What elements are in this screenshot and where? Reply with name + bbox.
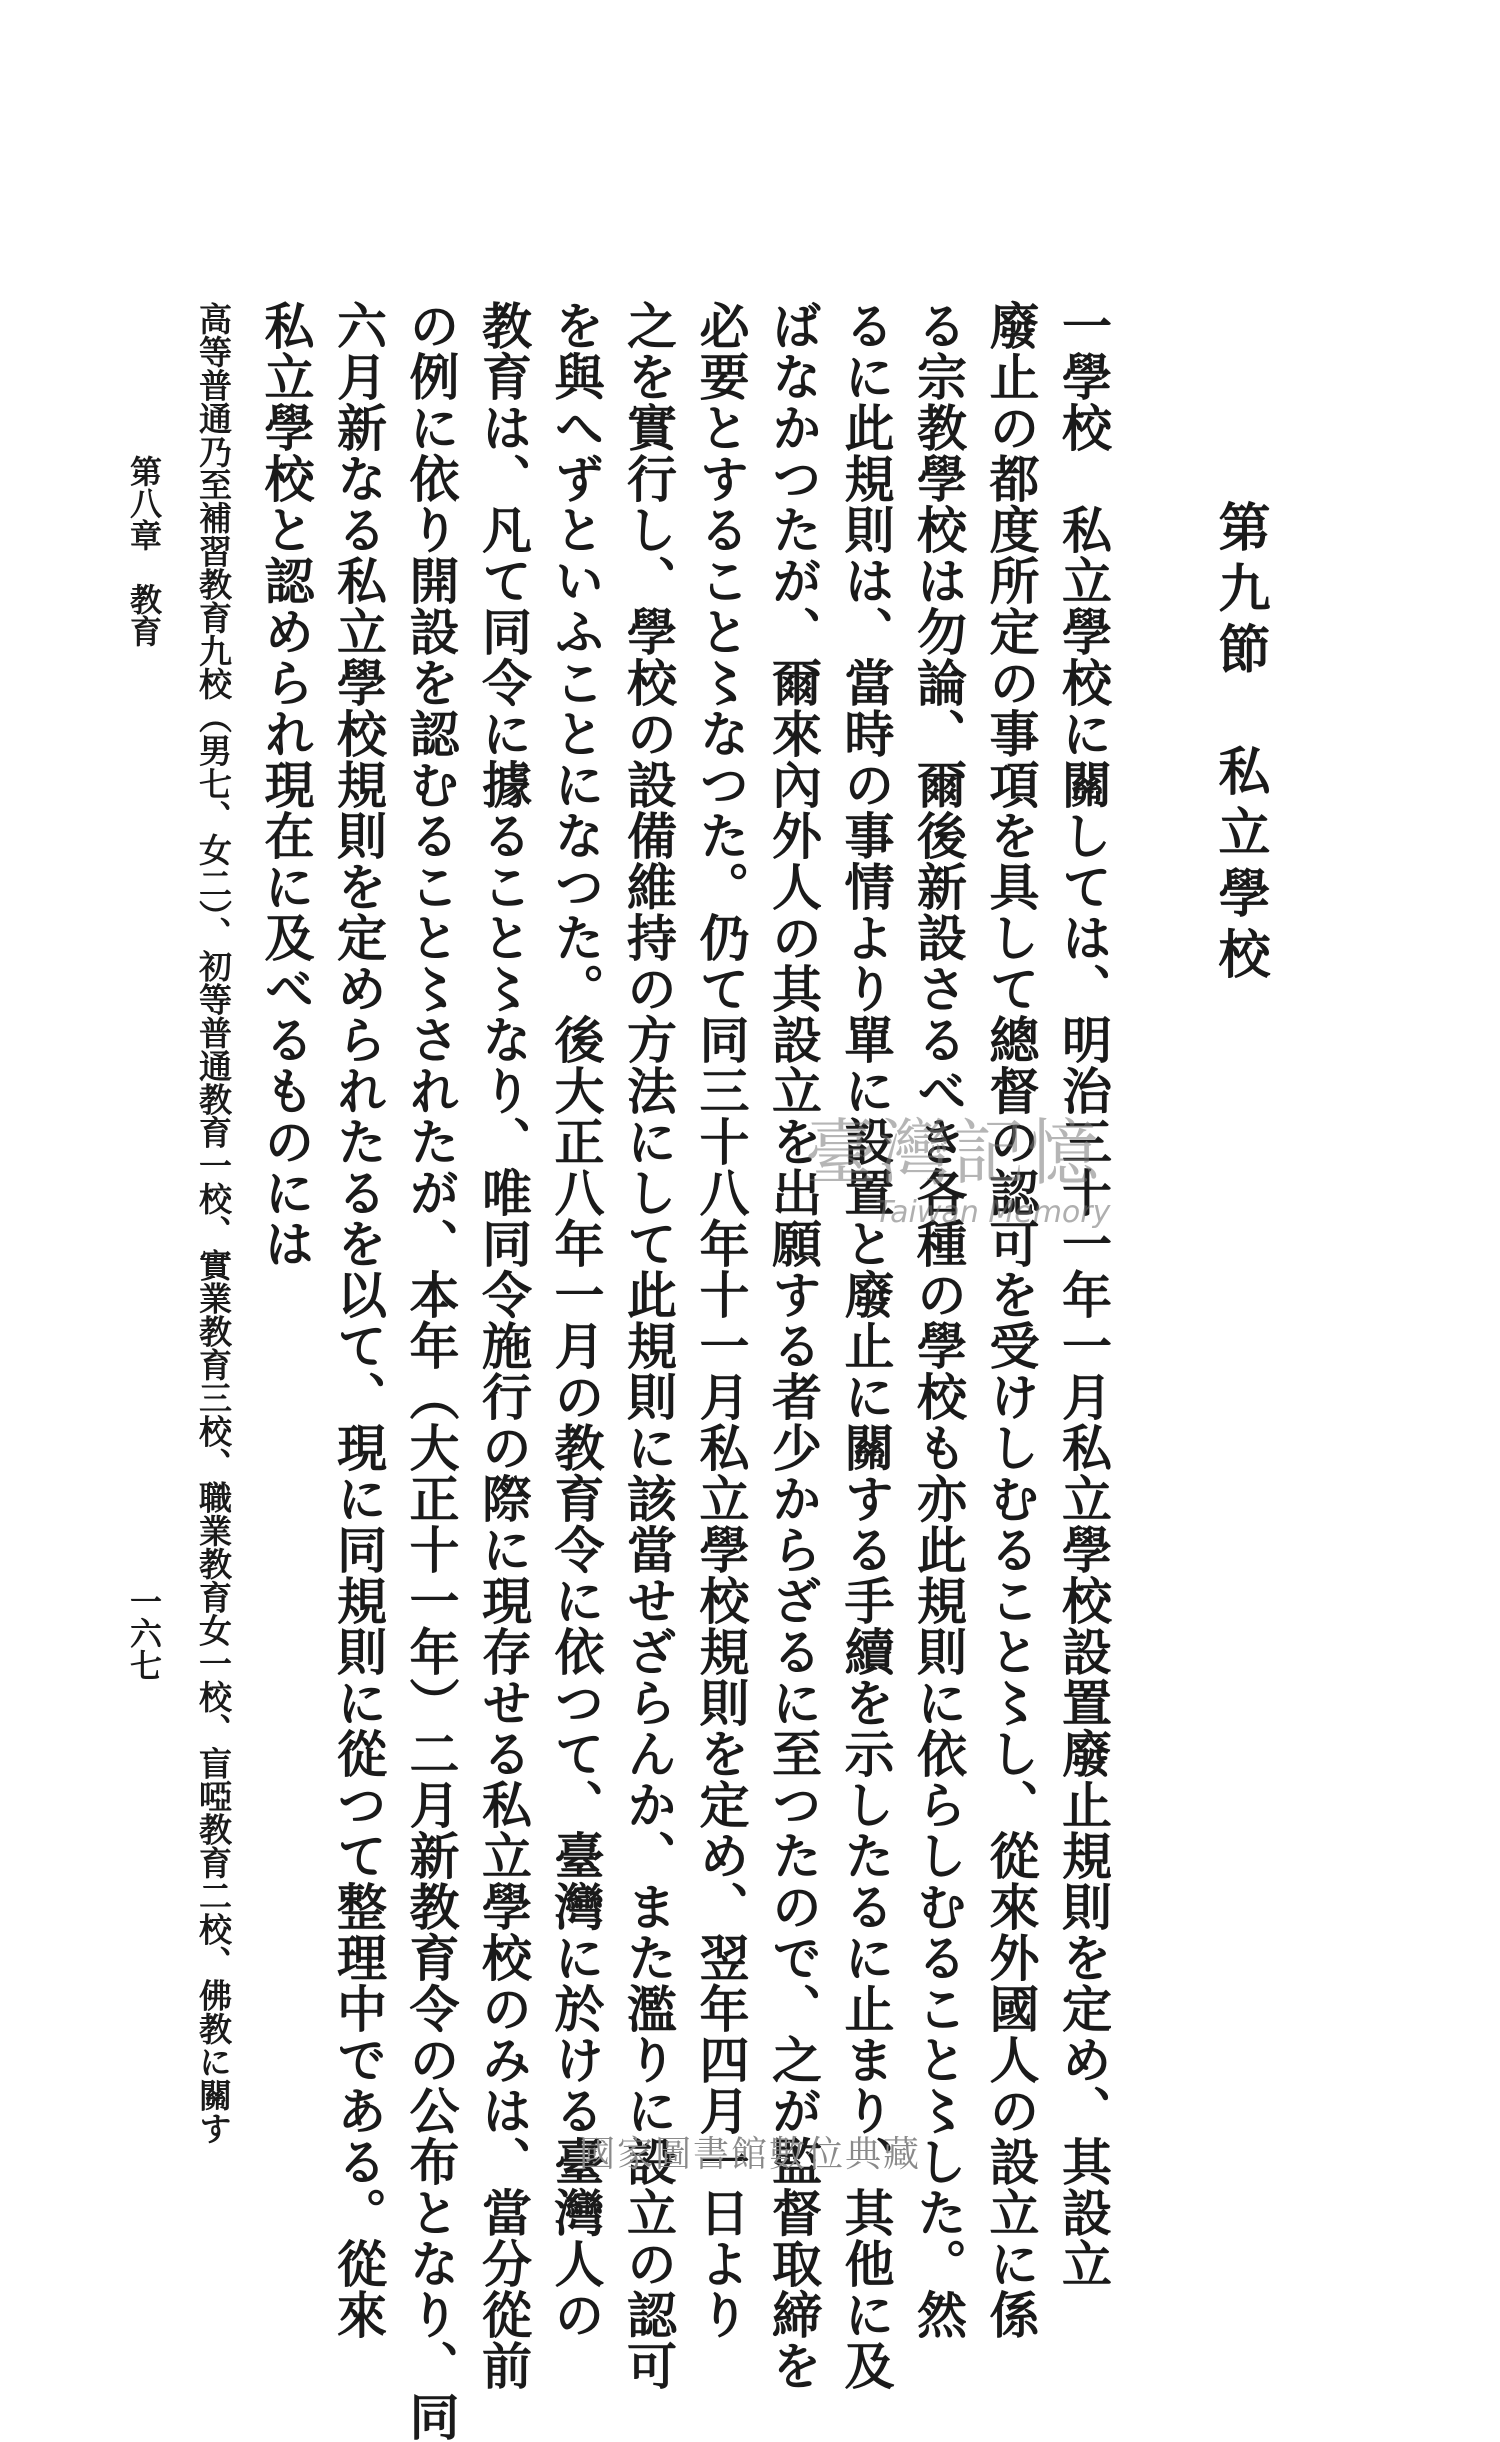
text-column: る宗教學校は勿論、爾後新設さるべき各種の學校も亦此規則に依らしむること〻した。然 xyxy=(909,300,968,2340)
running-footer-chapter: 第八章 教育 xyxy=(125,455,163,647)
text-column: 私立學校と認められ現在に及べるものには xyxy=(256,300,316,1269)
text-column: るに此規則は、當時の事情より單に設置と廢止に關する手續を示したるに止まり、其他に及 xyxy=(836,300,896,2391)
text-column: 六月新なる私立學校規則を定められたるを以て、現に同規則に從つて整理中である。從來 xyxy=(329,300,388,2340)
watermark-chinese: 臺灣記憶 xyxy=(805,1111,1102,1195)
text-column: 必要とすること〻なつた。仍て同三十八年十一月私立學校規則を定め、翌年四月一日より xyxy=(691,300,751,2340)
page-number: 一六七 xyxy=(125,1585,163,1681)
text-column: を與へずといふことになつた。後大正八年一月の教育令に依つて、臺灣に於ける臺灣人の xyxy=(546,300,606,2340)
text-column: の例に依り開設を認むること〻されたが、本年（大正十一年）二月新教育令の公布となり、同 xyxy=(401,300,461,2442)
footnote-column: 高等普通乃至補習教育九校（男七、女二）、初等普通教育一校、實業教育三校、職業教育女一校、盲啞教育二校、佛教に關す xyxy=(194,302,233,2145)
text-column: 一學校 私立學校に關しては、明治三十一年一月私立學校設置廢止規則を定め、其設立 xyxy=(1054,300,1113,2289)
watermark-logo xyxy=(805,1095,1205,1245)
text-column: 教育は、凡て同令に據ること〻なり、唯同令施行の際に現存せる私立學校のみは、當分從前 xyxy=(474,300,533,2391)
watermark-english: Taiwan Memory xyxy=(875,1195,1111,1230)
text-column: 之を實行し、學校の設備維持の方法にして此規則に該當せざらんか、また濫りに設立の認可 xyxy=(619,300,678,2391)
library-credit: 國家圖書館數位典藏 xyxy=(578,2134,921,2175)
section-heading: 第九節 私立學校 xyxy=(1209,500,1269,988)
text-column: 廢止の都度所定の事項を具して總督の認可を受けしむること〻し、從來外國人の設立に係 xyxy=(981,300,1041,2340)
text-column: ばなかつたが、爾來內外人の其設立を出願する者少からざるに至つたので、之が監督取締を xyxy=(764,300,823,2391)
